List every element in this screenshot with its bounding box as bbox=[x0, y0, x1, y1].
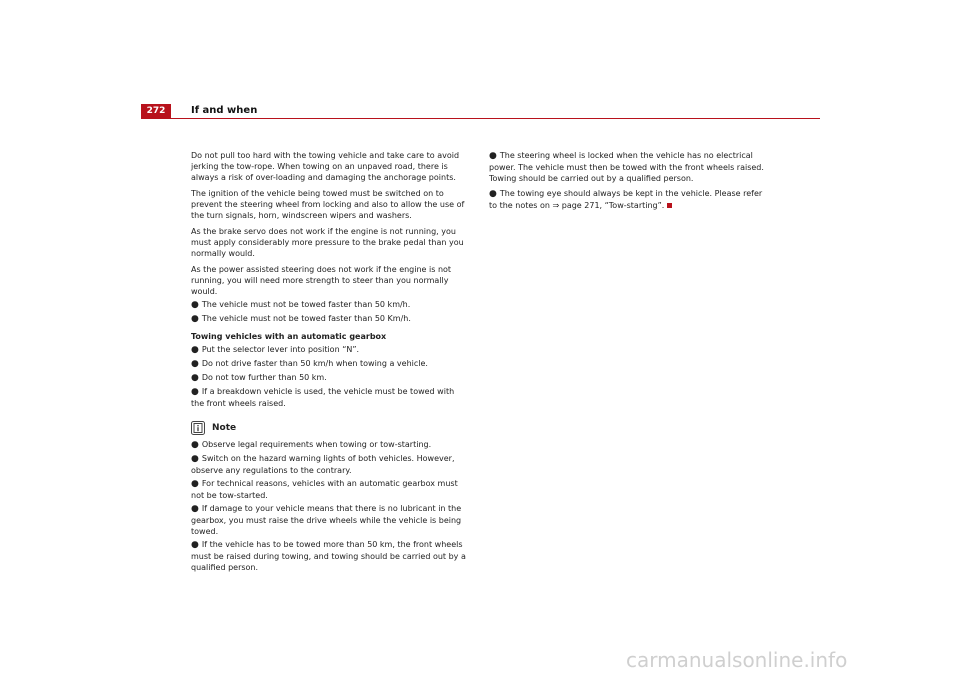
list-item: ● The towing eye should always be kept in the vehicle. Please refer to the notes on ⇒ page 271, “Tow-starting”. bbox=[489, 189, 763, 210]
bullet-icon: ● bbox=[489, 151, 497, 161]
bullet-icon: ● bbox=[191, 359, 199, 369]
bullet-icon: ● bbox=[191, 454, 199, 464]
watermark: carmanualsonline.info bbox=[626, 648, 848, 672]
paragraph: As the brake servo does not work if the engine is not running, you must apply considerably more pressure to the brake pedal than you normally would. bbox=[191, 227, 464, 258]
bullet-icon: ● bbox=[191, 479, 199, 489]
list-item: ● The vehicle must not be towed faster than 50 km/h. bbox=[191, 300, 411, 310]
bullet-icon: ● bbox=[191, 387, 199, 397]
list-item: ● Switch on the hazard warning lights of both vehicles. However, observe any regulations to the contrary. bbox=[191, 454, 455, 475]
list-item: ● Observe legal requirements when towing or tow-starting. bbox=[191, 440, 432, 450]
bullet-icon: ● bbox=[191, 540, 199, 550]
list-item: ● The vehicle must not be towed faster than 50 Km/h. bbox=[191, 314, 411, 324]
bullet-icon: ● bbox=[191, 504, 199, 514]
paragraph: The ignition of the vehicle being towed must be switched on to prevent the steering wheel from locking and also to allow the use of the turn signals, horn, windscreen wipers and washers. bbox=[191, 189, 465, 220]
list-item: ● If the vehicle has to be towed more than 50 km, the front wheels must be raised during towing, and towing should be carried out by a qualified person. bbox=[191, 540, 466, 572]
list-item: ● Do not tow further than 50 km. bbox=[191, 373, 327, 383]
bullet-icon: ● bbox=[191, 300, 199, 310]
right-column bbox=[489, 150, 765, 213]
bullet-icon: ● bbox=[191, 314, 199, 324]
page-reference-link[interactable]: page 271, “Tow-starting”. bbox=[559, 201, 665, 210]
note-icon bbox=[191, 421, 205, 435]
paragraph: As the power assisted steering does not work if the engine is not running, you will need more strength to steer than you normally would. bbox=[191, 265, 452, 296]
list-item: ● Put the selector lever into position “N”. bbox=[191, 345, 360, 355]
bullet-icon: ● bbox=[191, 440, 199, 450]
end-of-section-icon bbox=[667, 203, 672, 208]
subheading-automatic-gearbox: Towing vehicles with an automatic gearbox bbox=[191, 332, 387, 341]
bullet-icon: ● bbox=[191, 373, 199, 383]
page-number: 272 bbox=[141, 104, 171, 118]
left-column bbox=[191, 150, 467, 575]
page-header bbox=[141, 104, 820, 119]
paragraph: Do not pull too hard with the towing vehicle and take care to avoid jerking the tow-rope. When towing on an unpaved road, there is always a risk of over-loading and damaging the anchorage points. bbox=[191, 151, 460, 182]
section-title: If and when bbox=[191, 105, 258, 116]
list-item: ● Do not drive faster than 50 km/h when towing a vehicle. bbox=[191, 359, 428, 369]
list-item: ● The steering wheel is locked when the vehicle has no electrical power. The vehicle must then be towed with the front wheels raised. Towing should be carried out by a qualified person. bbox=[489, 151, 764, 183]
note-header bbox=[191, 421, 467, 435]
list-item: ● If damage to your vehicle means that there is no lubricant in the gearbox, you must raise the drive wheels while the vehicle is being towed. bbox=[191, 504, 462, 536]
list-item: ● If a breakdown vehicle is used, the vehicle must be towed with the front wheels raised. bbox=[191, 387, 455, 408]
note-label: Note bbox=[212, 422, 237, 433]
bullet-icon: ● bbox=[489, 189, 497, 199]
list-item: ● For technical reasons, vehicles with an automatic gearbox must not be tow-started. bbox=[191, 479, 458, 500]
bullet-icon: ● bbox=[191, 345, 199, 355]
arrow-icon: ⇒ bbox=[552, 201, 560, 210]
